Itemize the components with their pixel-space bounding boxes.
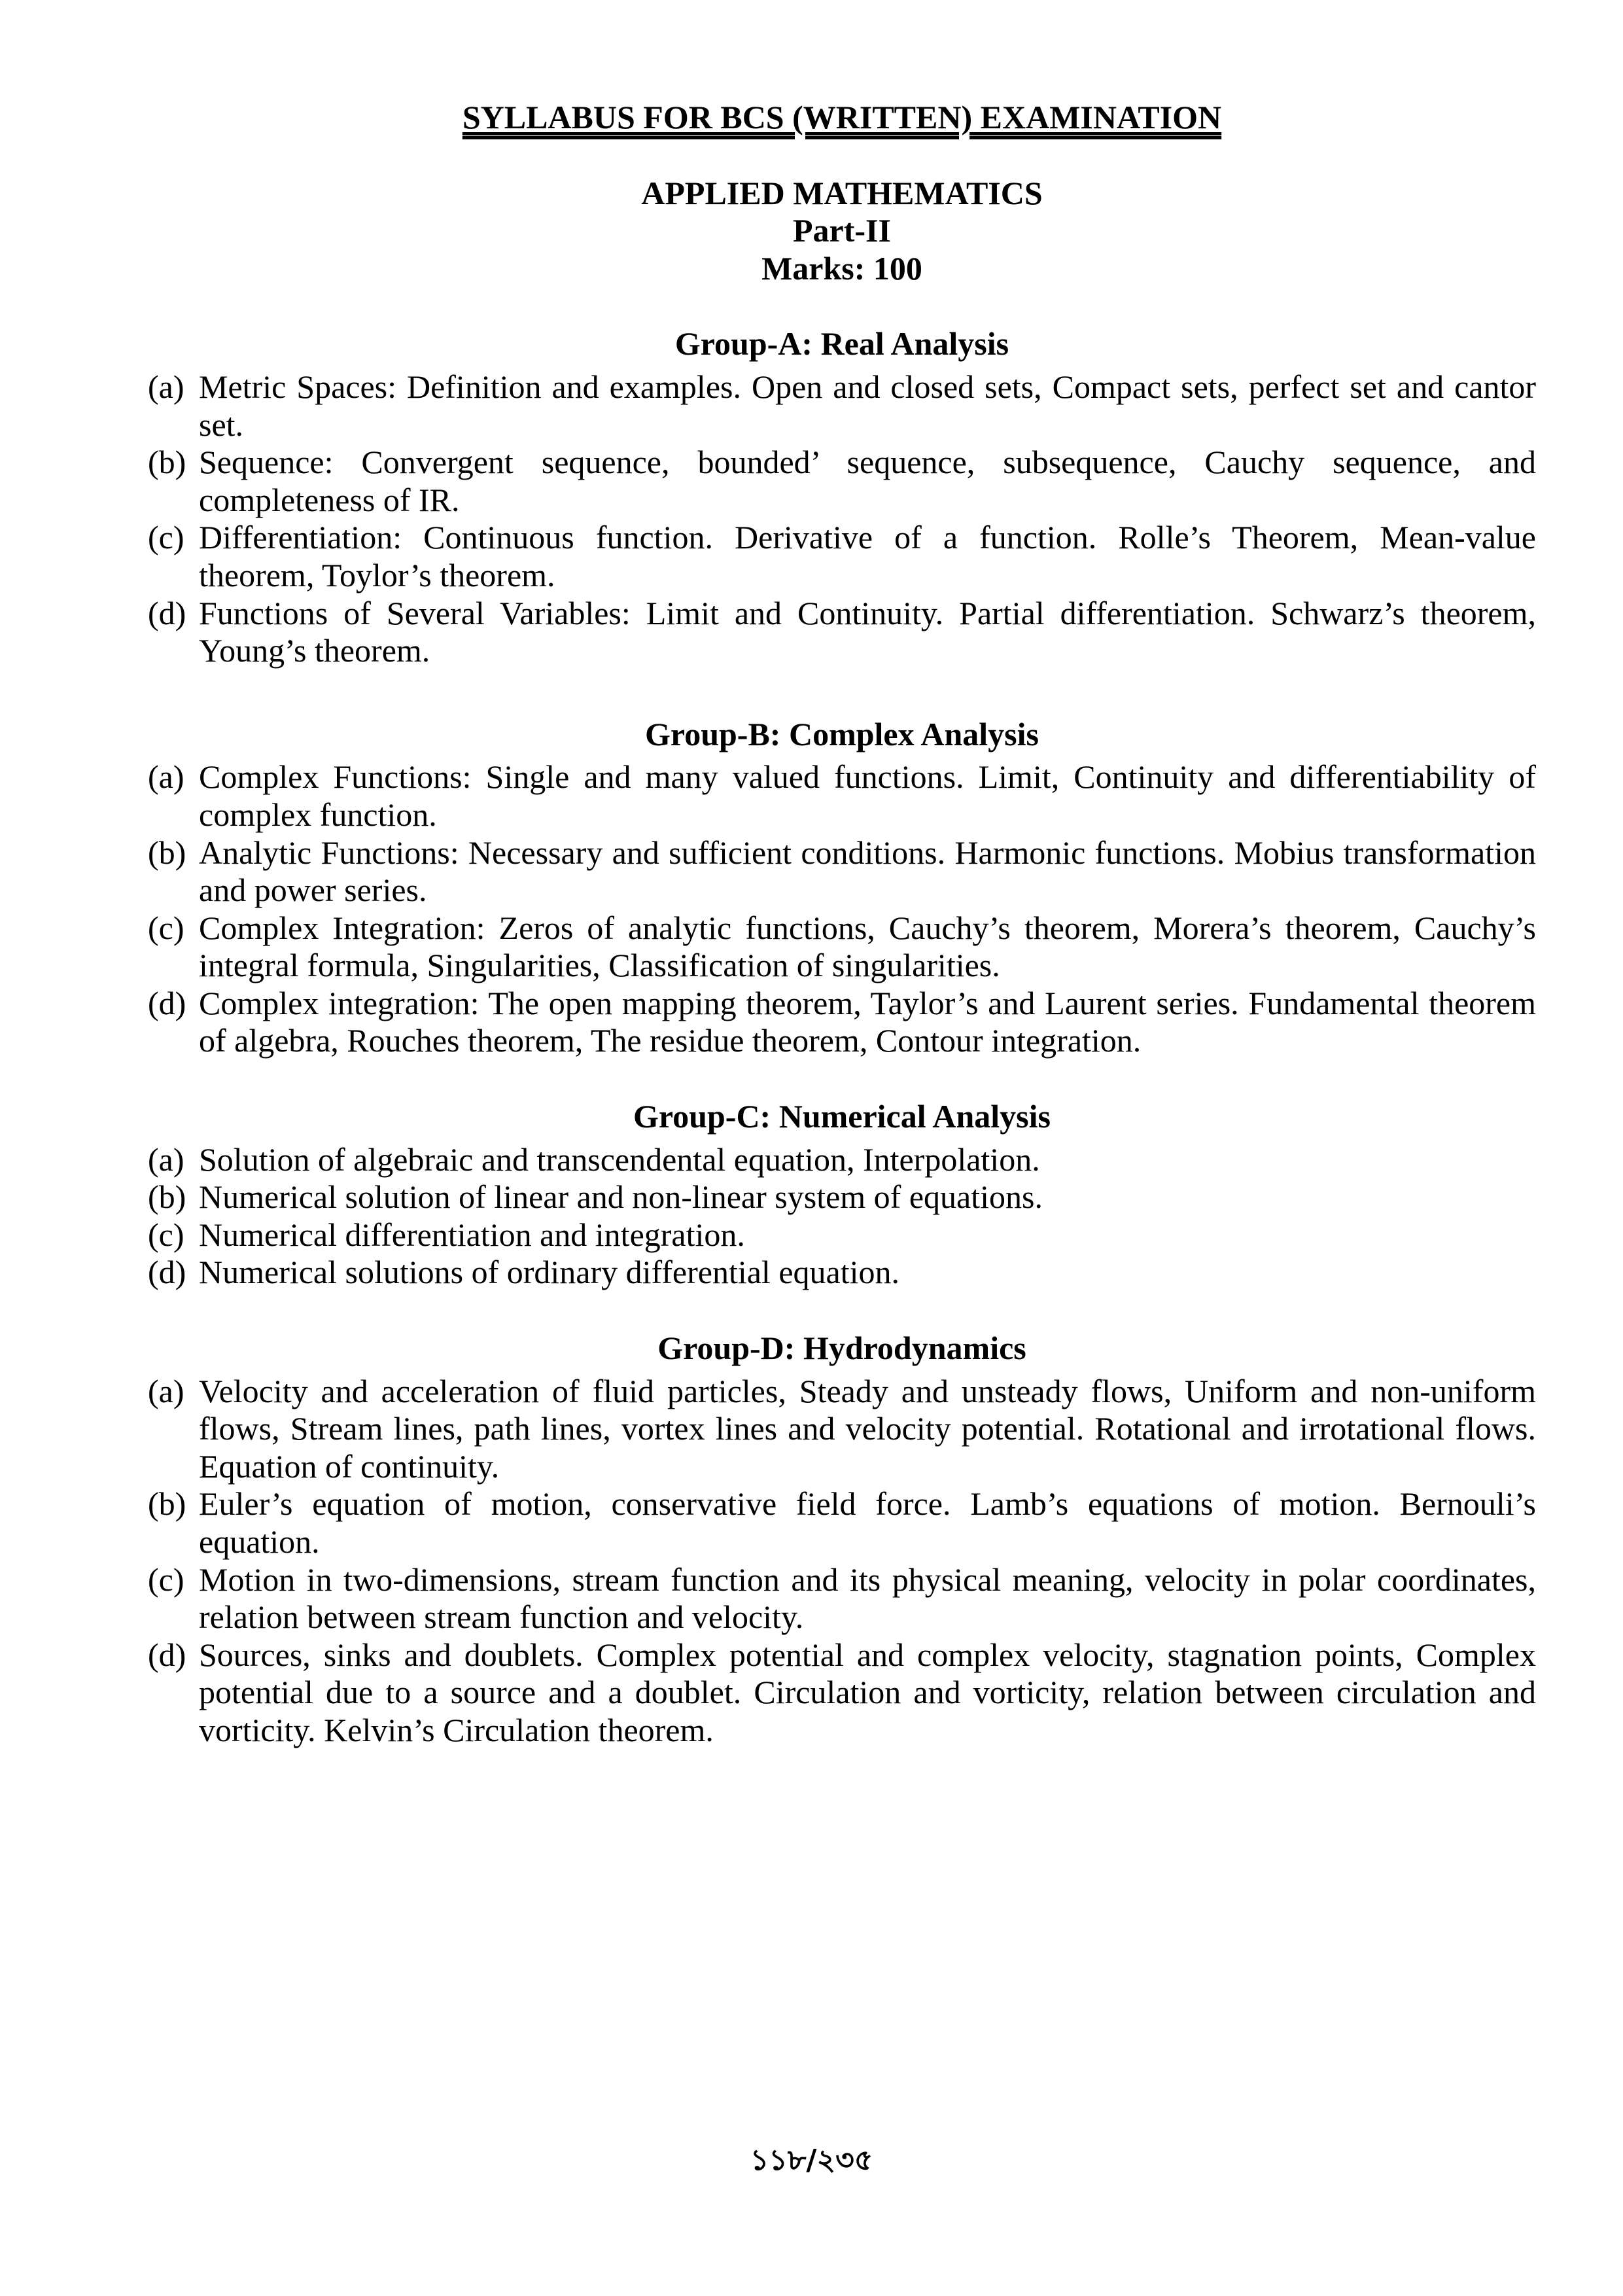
item-text: Numerical differentiation and integration. — [199, 1216, 745, 1253]
syllabus-item — [148, 519, 1536, 594]
syllabus-item — [148, 985, 1536, 1060]
syllabus-item — [148, 1216, 1536, 1254]
syllabus-group — [148, 1098, 1536, 1292]
syllabus-groups — [148, 325, 1536, 1749]
syllabus-group — [148, 1330, 1536, 1750]
item-label: (b) — [148, 834, 186, 871]
item-label: (b) — [148, 1485, 186, 1523]
document-title: SYLLABUS FOR BCS (WRITTEN) EXAMINATION — [462, 99, 1222, 135]
item-label: (c) — [148, 1561, 184, 1598]
syllabus-item — [148, 834, 1536, 910]
item-text: Solution of algebraic and transcendental equation, Interpolation. — [199, 1140, 1040, 1178]
document-page — [148, 99, 1536, 1750]
part-label: Part-II — [793, 212, 891, 249]
item-text: Metric Spaces: Definition and examples. Open and closed sets, Compact sets, perfect set and cantor set. — [199, 368, 1536, 443]
syllabus-item — [148, 1485, 1536, 1561]
item-label: (a) — [148, 368, 184, 405]
group-heading: Group-D: Hydrodynamics — [657, 1330, 1026, 1367]
syllabus-item — [148, 368, 1536, 444]
group-heading: Group-C: Numerical Analysis — [633, 1098, 1051, 1135]
item-text: Differentiation: Continuous function. Derivative of a function. Rolle’s Theorem, Mean-value theorem, Toylor’s theorem. — [199, 519, 1536, 593]
item-text: Velocity and acceleration of fluid particles, Steady and unsteady flows, Uniform and non-uniform flows, Stream lines, path lines, vortex lines and velocity potential. Rotational and irrotational flows. Equation of continuity. — [199, 1372, 1536, 1485]
syllabus-item — [148, 444, 1536, 519]
item-text: Numerical solution of linear and non-linear system of equations. — [199, 1178, 1043, 1216]
item-text: Functions of Several Variables: Limit and Continuity. Partial differentiation. Schwarz’s theorem, Young’s theorem. — [199, 594, 1536, 669]
syllabus-item — [148, 910, 1536, 985]
item-label: (c) — [148, 519, 184, 556]
item-text: Numerical solutions of ordinary differential equation. — [199, 1254, 899, 1291]
item-text: Sequence: Convergent sequence, bounded’ sequence, subsequence, Cauchy sequence, and completeness of IR. — [199, 444, 1536, 518]
subject-title: APPLIED MATHEMATICS — [641, 174, 1043, 211]
item-label: (b) — [148, 444, 186, 481]
syllabus-item — [148, 595, 1536, 670]
item-label: (d) — [148, 594, 186, 631]
item-label: (a) — [148, 758, 184, 796]
page-number: ১১৮/২৩৫ — [750, 2144, 873, 2177]
syllabus-item — [148, 758, 1536, 834]
syllabus-item — [148, 1141, 1536, 1179]
item-text: Analytic Functions: Necessary and sufficient conditions. Harmonic functions. Mobius transformation and power series. — [199, 834, 1536, 909]
item-text: Sources, sinks and doublets. Complex potential and complex velocity, stagnation points, Complex potential due to a source and a doublet. Circulation and vorticity, relation between circulation and vorticity. Kelvin’s Circulation theorem. — [199, 1636, 1536, 1748]
syllabus-item — [148, 1254, 1536, 1292]
syllabus-group — [148, 716, 1536, 1060]
marks-label: Marks: 100 — [761, 249, 922, 287]
item-label: (a) — [148, 1372, 184, 1409]
item-label: (d) — [148, 1254, 186, 1291]
item-text: Complex integration: The open mapping theorem, Taylor’s and Laurent series. Fundamental theorem of algebra, Rouches theorem, The residue theorem, Contour integration. — [199, 984, 1536, 1059]
item-label: (d) — [148, 1636, 186, 1673]
item-text: Euler’s equation of motion, conservative field force. Lamb’s equations of motion. Bernouli’s equation. — [199, 1485, 1536, 1560]
item-label: (b) — [148, 1178, 186, 1216]
group-heading: Group-B: Complex Analysis — [645, 715, 1039, 752]
item-label: (a) — [148, 1140, 184, 1178]
item-text: Motion in two-dimensions, stream function and its physical meaning, velocity in polar coordinates, relation between stream function and velocity. — [199, 1561, 1536, 1636]
syllabus-item — [148, 1561, 1536, 1636]
item-label: (d) — [148, 984, 186, 1021]
item-text: Complex Functions: Single and many valued functions. Limit, Continuity and differentiability of complex function. — [199, 758, 1536, 833]
syllabus-item — [148, 1373, 1536, 1486]
item-label: (c) — [148, 1216, 184, 1253]
group-heading: Group-A: Real Analysis — [674, 325, 1009, 362]
syllabus-group — [148, 325, 1536, 669]
syllabus-item — [148, 1636, 1536, 1750]
syllabus-item — [148, 1178, 1536, 1216]
item-label: (c) — [148, 909, 184, 946]
item-text: Complex Integration: Zeros of analytic functions, Cauchy’s theorem, Morera’s theorem, Cauchy’s integral formula, Singularities, Classification of singularities. — [199, 909, 1536, 984]
